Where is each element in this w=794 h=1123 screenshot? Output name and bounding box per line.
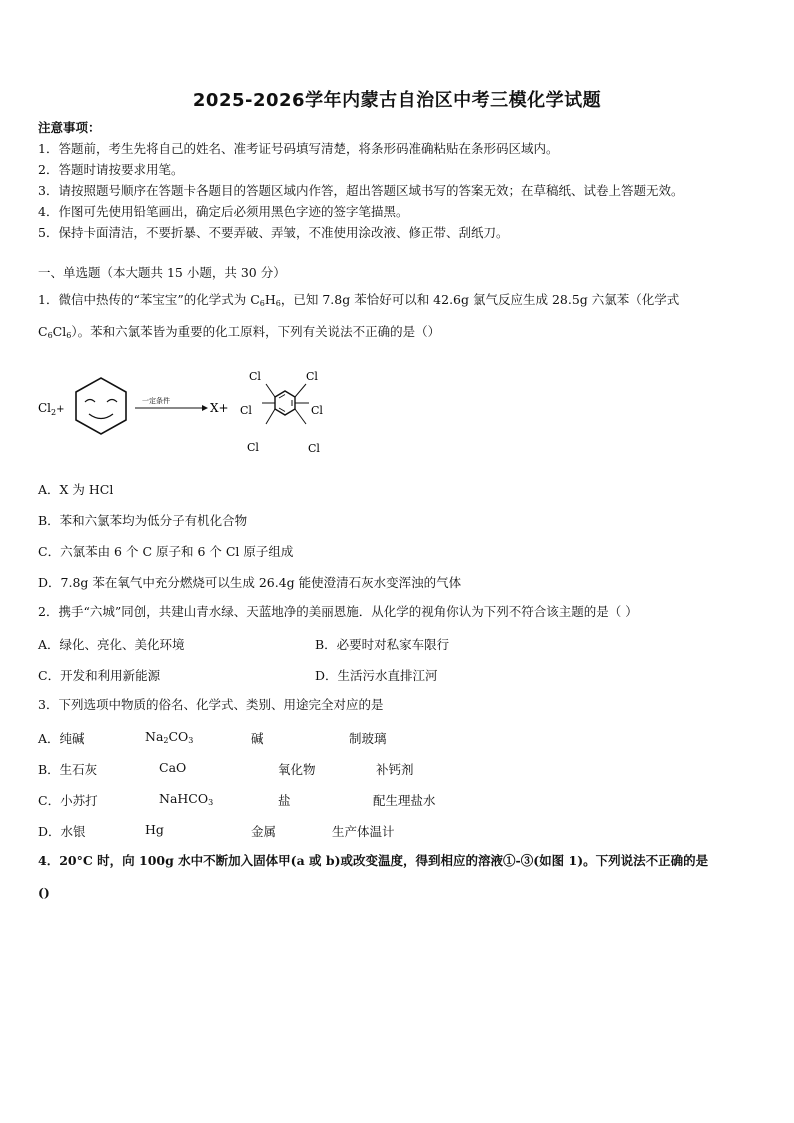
- question-3-option-d-label: D．水银: [38, 824, 86, 839]
- substituent-label: Cl: [306, 370, 318, 383]
- question-3-option-b-label: B．生石灰: [38, 762, 98, 777]
- notice-item: 4．作图可先使用铅笔画出，确定后必须用黑色字迹的签字笔描黑。: [38, 204, 409, 219]
- question-2-option-b: B．必要时对私家车限行: [315, 637, 450, 652]
- question-3-option-a-use: 制玻璃: [349, 731, 387, 746]
- question-3-stem: 3．下列选项中物质的俗名、化学式、类别、用途完全对应的是: [38, 697, 384, 712]
- substituent-label: Cl: [311, 404, 323, 417]
- notice-item: 3．请按照题号顺序在答题卡各题目的答题区域内作答，超出答题区域书写的答案无效；在草稿纸、试卷上答题无效。: [38, 183, 684, 198]
- chlorine-label: $Cl_2^+$: [38, 401, 65, 417]
- reaction-diagram: [30, 362, 350, 462]
- question-2-option-d: D．生活污水直排江河: [315, 668, 438, 683]
- question-1-option-b: B．苯和六氯苯均为低分子有机化合物: [38, 513, 248, 528]
- product-x-label: X+: [210, 401, 229, 415]
- question-2-option-c: C．开发和利用新能源: [38, 668, 161, 683]
- question-1-option-c: C．六氯苯由 6 个 C 原子和 6 个 Cl 原子组成: [38, 544, 294, 559]
- notice-heading: 注意事项：: [38, 120, 101, 135]
- question-2-stem: 2．携手“六城”同创，共建山青水绿、天蓝地净的美丽恩施．从化学的视角你认为下列不符合该主题的是（ ）: [38, 604, 638, 619]
- question-3-option-d-formula: Hg: [145, 822, 164, 837]
- question-3-option-c-use: 配生理盐水: [373, 793, 436, 808]
- question-3-option-b-use: 补钙剂: [376, 762, 414, 777]
- question-3-option-b-formula: CaO: [159, 760, 187, 775]
- question-1-stem-line2: $C_6Cl_6$）。苯和六氯苯皆为重要的化工原料，下列有关说法不正确的是（）: [38, 324, 441, 340]
- benzene-icon: [76, 378, 126, 434]
- hexachlorobenzene-icon: [262, 384, 309, 424]
- question-3-option-a-formula: $Na_2CO_3$: [145, 729, 194, 745]
- reaction-condition: 一定条件: [142, 397, 170, 405]
- substituent-label: Cl: [308, 442, 320, 455]
- question-3-option-d-use: 生产体温计: [332, 824, 395, 839]
- section-heading: 一、单选题（本大题共 15 小题，共 30 分）: [38, 265, 286, 280]
- notice-item: 5．保持卡面清洁，不要折暴、不要弄破、弄皱，不准使用涂改液、修正带、刮纸刀。: [38, 225, 509, 240]
- page-title: 2025-2026学年内蒙古自治区中考三模化学试题: [192, 90, 602, 111]
- substituent-label: Cl: [247, 441, 259, 454]
- substituent-label: Cl: [249, 370, 261, 383]
- question-4-paren: (): [38, 885, 50, 900]
- question-3-option-d-category: 金属: [251, 824, 277, 839]
- question-3-option-a-label: A．纯碱: [38, 731, 85, 746]
- substituent-label: Cl: [240, 404, 252, 417]
- question-1-option-d: D．7.8g 苯在氧气中充分燃烧可以生成 26.4g 能使澄清石灰水变浑浊的气体: [38, 575, 462, 590]
- question-2-option-a: A．绿化、亮化、美化环境: [38, 637, 185, 652]
- question-4-stem: 4．20°C 时，向 100g 水中不断加入固体甲(a 或 b)或改变温度，得到相应的溶液①-③(如图 1)。下列说法不正确的是: [38, 853, 709, 868]
- question-1-stem-line1: 1．微信中热传的“苯宝宝”的化学式为 $C_6H_6$，已知 7.8g 苯恰好可以和 42.6g 氯气反应生成 28.5g 六氯苯（化学式: [38, 292, 680, 308]
- notice-item: 1．答题前，考生先将自己的姓名、准考证号码填写清楚，将条形码准确粘贴在条形码区域内。: [38, 141, 559, 156]
- question-3-option-c-label: C．小苏打: [38, 793, 98, 808]
- question-3-option-c-formula: NaHCO$_3$: [159, 791, 214, 807]
- question-3-option-a-category: 碱: [251, 731, 264, 746]
- question-3-option-c-category: 盐: [278, 793, 291, 808]
- question-3-option-b-category: 氧化物: [278, 762, 316, 777]
- notice-item: 2．答题时请按要求用笔。: [38, 162, 184, 177]
- question-1-option-a: A．X 为 HCl: [38, 482, 114, 497]
